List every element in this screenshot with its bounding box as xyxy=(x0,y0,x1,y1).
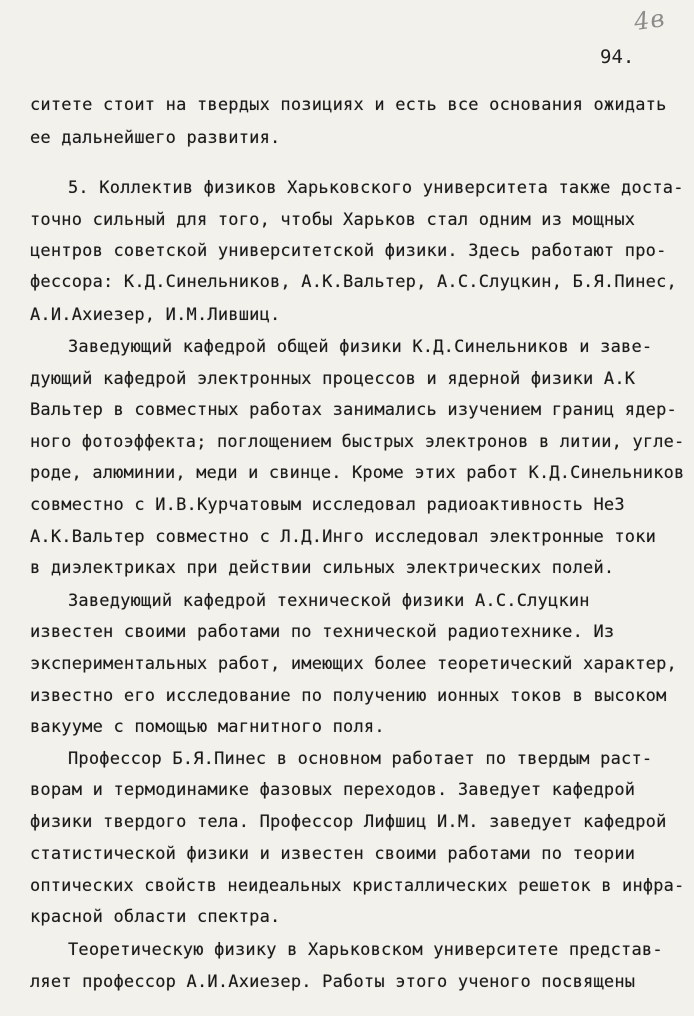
text-line: дующий кафедрой электронных процессов и ядерной физики А.К xyxy=(30,369,636,389)
text-line: центров советской университетской физики. Здесь работают про- xyxy=(30,241,667,261)
text-line: вакууме с помощью магнитного поля. xyxy=(30,717,385,737)
text-line: в диэлектриках при действии сильных электрических полей. xyxy=(30,558,615,578)
text-line: 5. Коллектив физиков Харьковского университета также доста- xyxy=(68,178,684,198)
text-line: Заведующий кафедрой общей физики К.Д.Синельников и заве- xyxy=(68,337,653,357)
text-line: фессора: К.Д.Синельников, А.К.Вальтер, А.С.Слуцкин, Б.Я.Пинес, xyxy=(30,272,677,292)
text-line: физики твердого тела. Профессор Лифшиц И.М. заведует кафедрой xyxy=(30,812,667,832)
text-line: Заведующий кафедрой технической физики А.С.Слуцкин xyxy=(68,591,590,611)
text-line: точно сильный для того, чтобы Харьков стал одним из мощных xyxy=(30,210,636,230)
text-line: совместно с И.В.Курчатовым исследовал радиоактивность He3 xyxy=(30,495,625,515)
text-line: Теоретическую физику в Харьковском университете представ- xyxy=(68,940,663,960)
text-line: А.К.Вальтер совместно с Л.Д.Инго исследовал электронные токи xyxy=(30,527,657,547)
text-line: ворам и термодинамике фазовых переходов. Заведует кафедрой xyxy=(30,780,636,800)
text-line: роде, алюминии, меди и свинце. Кроме этих работ К.Д.Синельников xyxy=(30,463,685,483)
text-line: Профессор Б.Я.Пинес в основном работает по твердым раст- xyxy=(68,749,653,769)
text-line: статистической физики и известен своими работами по теории xyxy=(30,844,636,864)
text-line: Вальтер в совместных работах занимались изучением границ ядер- xyxy=(30,400,677,420)
text-line: ее дальнейшего развития. xyxy=(30,128,281,148)
text-line: известен своими работами по технической радиотехнике. Из xyxy=(30,622,615,642)
text-line: красной области спектра. xyxy=(30,907,281,927)
text-line: оптических свойств неидеальных кристаллических решеток в инфра- xyxy=(30,876,685,896)
text-line: ситете стоит на твердых позициях и есть все основания ожидать xyxy=(30,95,667,115)
page-number: 94. xyxy=(600,46,635,68)
pen-mark: 4в xyxy=(632,3,668,37)
text-line: ляет профессор А.И.Ахиезер. Работы этого ученого посвящены xyxy=(30,972,636,992)
text-line: известно его исследование по получению ионных токов в высоком xyxy=(30,686,667,706)
text-line: экспериментальных работ, имеющих более теоретический характер, xyxy=(30,654,677,674)
text-line: А.И.Ахиезер, И.М.Лившиц. xyxy=(30,305,281,325)
text-line: ного фотоэффекта; поглощением быстрых электронов в литии, угле- xyxy=(30,432,685,452)
